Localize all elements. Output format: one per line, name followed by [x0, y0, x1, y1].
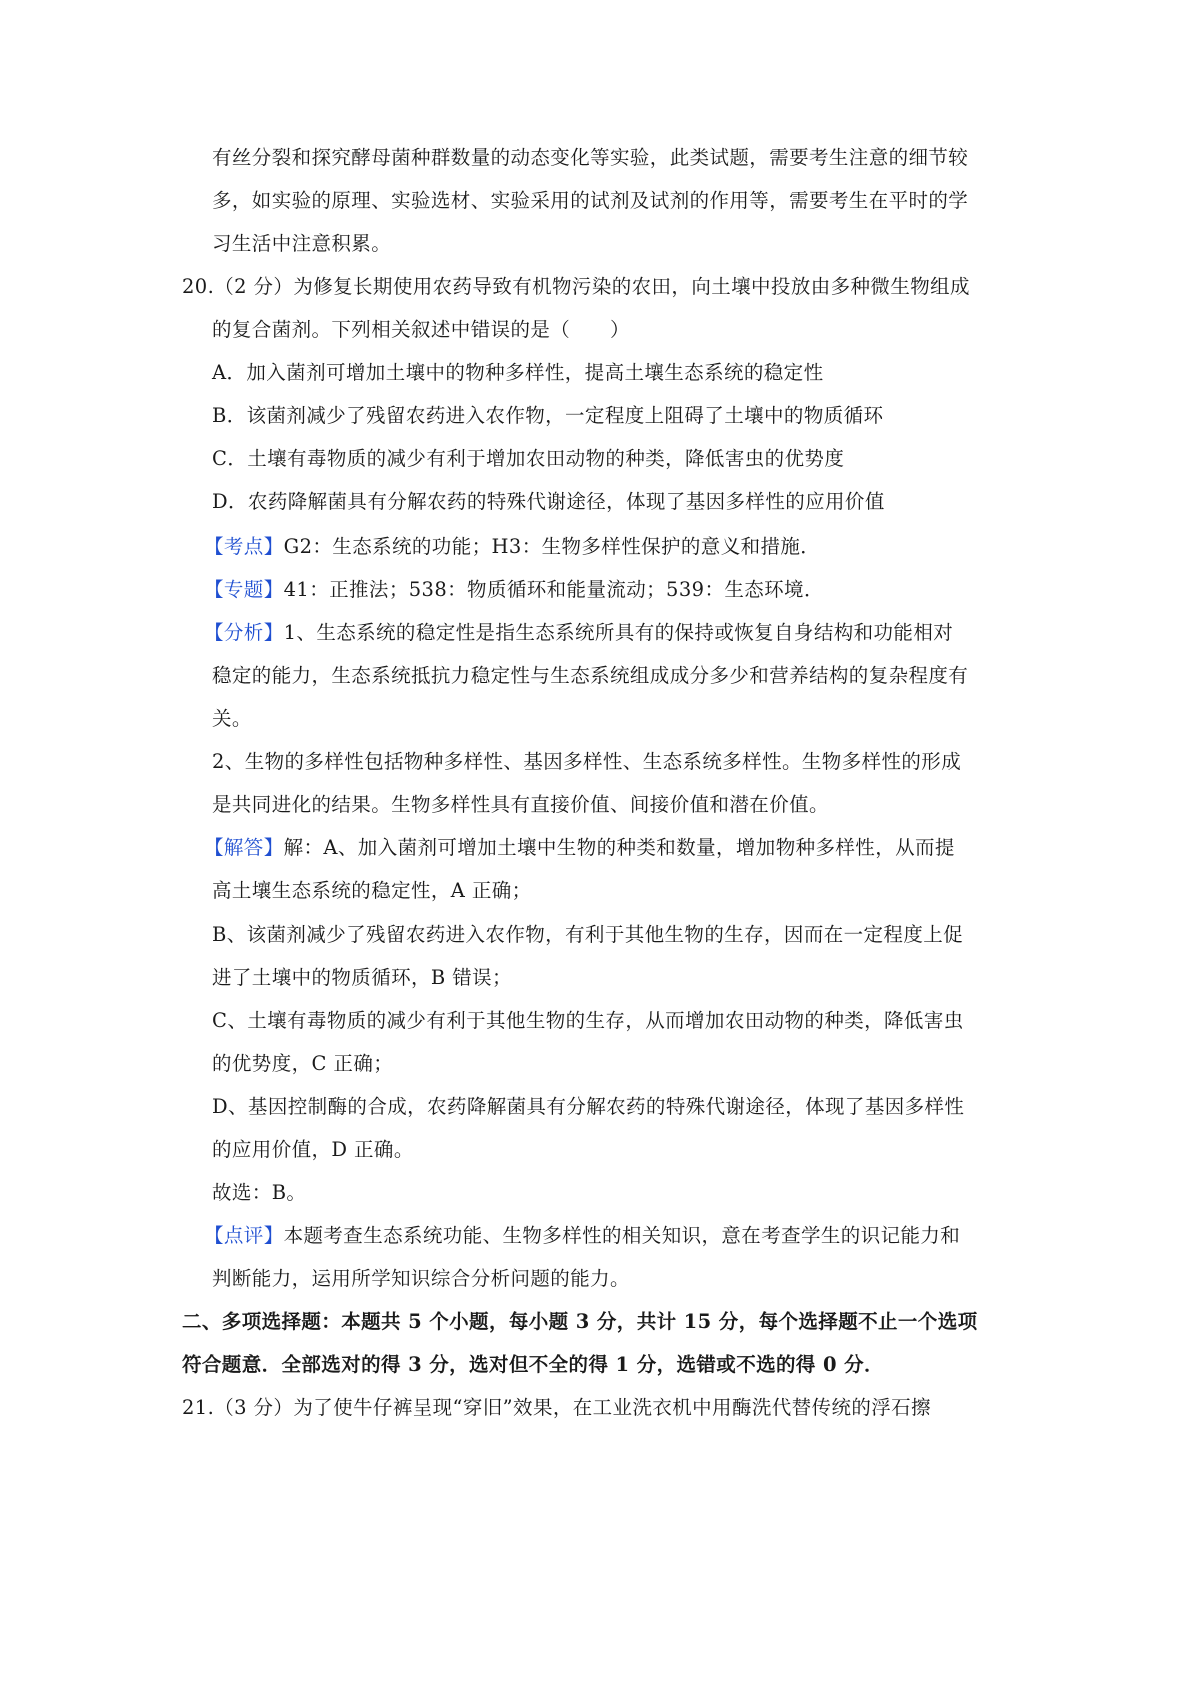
- option-c: C．土壤有毒物质的减少有利于增加农田动物的种类，降低害虫的优势度: [212, 447, 845, 470]
- jieda-line: C、土壤有毒物质的减少有利于其他生物的生存，从而增加农田动物的种类，降低害虫: [212, 1009, 964, 1032]
- question-20-stem-cont: 的复合菌剂。下列相关叙述中错误的是（ ）: [212, 318, 630, 341]
- dianping-line: 判断能力，运用所学知识综合分析问题的能力。: [212, 1267, 630, 1290]
- kaodian-text: G2：生态系统的功能；H3：生物多样性保护的意义和措施．: [283, 535, 821, 558]
- zhuanti-tag: 【专题】: [204, 578, 284, 601]
- zhuanti-line: [204, 575, 824, 605]
- fenxi-line: 稳定的能力，生态系统抵抗力稳定性与生态系统组成成分多少和营养结构的复杂程度有: [212, 664, 969, 687]
- intro-line: 习生活中注意积累。: [212, 232, 392, 255]
- dianping-text: 本题考查生态系统功能、生物多样性的相关知识，意在考查学生的识记能力和: [283, 1224, 961, 1247]
- fenxi-line: 关。: [212, 707, 252, 730]
- jieda-line: 的应用价值，D 正确。: [212, 1138, 414, 1161]
- question-21-stem: 21.（3 分）为了使牛仔裤呈现“穿旧”效果，在工业洗衣机中用酶洗代替传统的浮石擦: [182, 1396, 931, 1419]
- fenxi-line: 2、生物的多样性包括物种多样性、基因多样性、生态系统多样性。生物多样性的形成: [212, 750, 962, 773]
- jieda-line: [204, 833, 955, 863]
- section-2-heading: 二、多项选择题：本题共 5 个小题，每小题 3 分，共计 15 分，每个选择题不止一个选项: [182, 1310, 978, 1333]
- zhuanti-text: 41：正推法；538：物质循环和能量流动；539：生态环境．: [283, 578, 824, 601]
- option-b: B．该菌剂减少了残留农药进入农作物，一定程度上阻碍了土壤中的物质循环: [212, 404, 884, 427]
- jieda-line: B、该菌剂减少了残留农药进入农作物，有利于其他生物的生存，因而在一定程度上促: [212, 923, 964, 946]
- fenxi-tag: 【分析】: [204, 621, 284, 644]
- jieda-tag: 【解答】: [204, 836, 284, 859]
- jieda-answer: 故选：B。: [212, 1181, 307, 1204]
- kaodian-tag: 【考点】: [204, 535, 284, 558]
- jieda-text: 解：A、加入菌剂可增加土壤中生物的种类和数量，增加物种多样性，从而提: [283, 836, 955, 859]
- intro-line: 有丝分裂和探究酵母菌种群数量的动态变化等实验，此类试题，需要考生注意的细节较: [212, 146, 969, 169]
- fenxi-text: 1、生态系统的稳定性是指生态系统所具有的保持或恢复自身结构和功能相对: [283, 621, 954, 644]
- option-a: A．加入菌剂可增加土壤中的物种多样性，提高土壤生态系统的稳定性: [212, 361, 824, 384]
- question-20-stem: 20.（2 分）为修复长期使用农药导致有机物污染的农田，向土壤中投放由多种微生物组成: [182, 275, 970, 298]
- dianping-line: [204, 1221, 960, 1251]
- jieda-line: 进了土壤中的物质循环，B 错误；: [212, 966, 512, 989]
- dianping-tag: 【点评】: [204, 1224, 284, 1247]
- intro-line: 多，如实验的原理、实验选材、实验采用的试剂及试剂的作用等，需要考生在平时的学: [212, 189, 969, 212]
- kaodian-line: [204, 532, 820, 562]
- fenxi-line: [204, 618, 953, 648]
- jieda-line: 的优势度，C 正确；: [212, 1052, 394, 1075]
- option-d: D．农药降解菌具有分解农药的特殊代谢途径，体现了基因多样性的应用价值: [212, 490, 885, 513]
- section-2-heading-cont: 符合题意．全部选对的得 3 分，选对但不全的得 1 分，选错或不选的得 0 分．: [182, 1353, 884, 1376]
- fenxi-line: 是共同进化的结果。生物多样性具有直接价值、间接价值和潜在价值。: [212, 793, 829, 816]
- jieda-line: 高土壤生态系统的稳定性，A 正确；: [212, 879, 532, 902]
- jieda-line: D、基因控制酶的合成，农药降解菌具有分解农药的特殊代谢途径，体现了基因多样性: [212, 1095, 965, 1118]
